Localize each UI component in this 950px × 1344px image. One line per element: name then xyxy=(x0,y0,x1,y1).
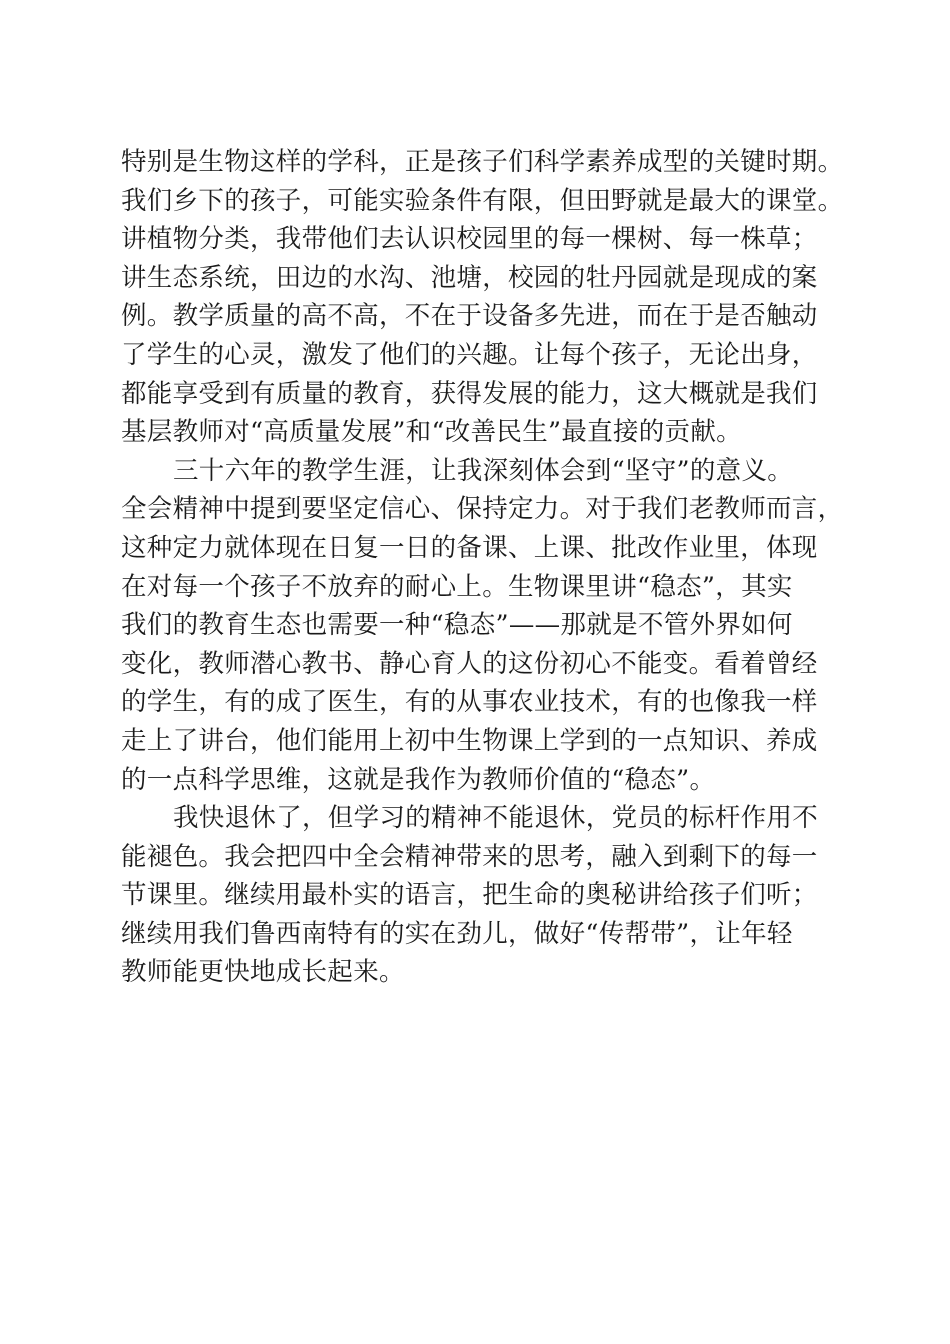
text-line: 能褪色。我会把四中全会精神带来的思考，融入到剩下的每一 xyxy=(121,841,818,872)
text-line: 的学生，有的成了医生，有的从事农业技术，有的也像我一样 xyxy=(121,687,818,718)
text-line: 我快退休了，但学习的精神不能退休，党员的标杆作用不 xyxy=(173,803,819,834)
text-line: 基层教师对“高质量发展”和“改善民生”最直接的贡献。 xyxy=(121,417,742,448)
text-line: 节课里。继续用最朴实的语言，把生命的奥秘讲给孩子们听； xyxy=(121,880,818,911)
text-line: 特别是生物这样的学科，正是孩子们科学素养成型的关键时期。 xyxy=(121,147,844,177)
text-line: 例。教学质量的高不高，不在于设备多先进，而在于是否触动 xyxy=(121,301,818,332)
text-line: 这种定力就体现在日复一日的备课、上课、批改作业里，体现 xyxy=(121,532,818,563)
text-line: 都能享受到有质量的教育，获得发展的能力，这大概就是我们 xyxy=(121,378,818,409)
text-line: 全会精神中提到要坚定信心、保持定力。对于我们老教师而言， xyxy=(121,494,844,525)
text-line: 了学生的心灵，激发了他们的兴趣。让每个孩子，无论出身， xyxy=(121,339,818,370)
text-line: 走上了讲台，他们能用上初中生物课上学到的一点知识、养成 xyxy=(121,725,818,756)
text-line: 讲生态系统，田边的水沟、池塘，校园的牡丹园就是现成的案 xyxy=(121,262,818,293)
text-line: 教师能更快地成长起来。 xyxy=(121,957,405,988)
text-line: 我们乡下的孩子，可能实验条件有限，但田野就是最大的课堂。 xyxy=(121,185,844,216)
text-line: 讲植物分类，我带他们去认识校园里的每一棵树、每一株草； xyxy=(121,224,818,255)
text-line: 三十六年的教学生涯，让我深刻体会到“坚守”的意义。 xyxy=(173,455,794,486)
text-line: 的一点科学思维，这就是我作为教师价值的“稳态”。 xyxy=(121,764,716,795)
text-line: 继续用我们鲁西南特有的实在劲儿，做好“传帮带”，让年轻 xyxy=(121,918,793,949)
text-line: 我们的教育生态也需要一种“稳态”——那就是不管外界如何 xyxy=(121,610,793,641)
text-line: 变化，教师潜心教书、静心育人的这份初心不能变。看着曾经 xyxy=(121,648,818,679)
document-body xyxy=(121,143,844,992)
text-line: 在对每一个孩子不放弃的耐心上。生物课里讲“稳态”，其实 xyxy=(121,571,793,602)
